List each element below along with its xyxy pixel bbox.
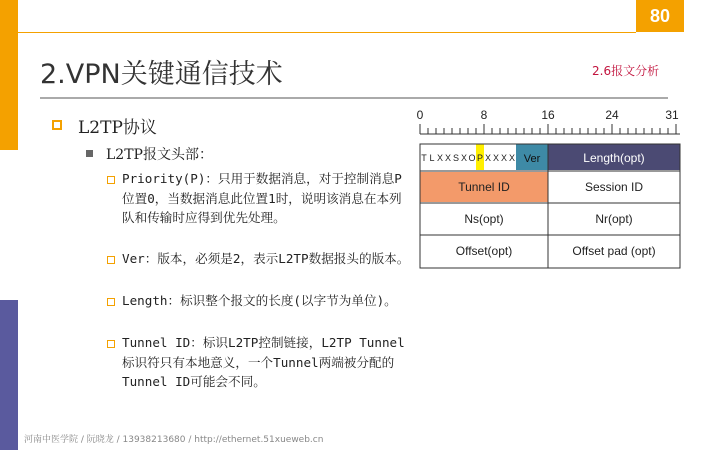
top-rule	[18, 32, 636, 33]
bullet-level1: L2TP协议	[78, 118, 157, 138]
footer-text: 河南中医学院 / 阮晓龙 / 13938213680 / http://ethernet.51xueweb.cn	[24, 435, 324, 445]
bit-flags	[421, 153, 515, 163]
section-tag: 2.6报文分析	[592, 64, 660, 78]
offset-pad-label: Offset pad (opt)	[572, 244, 656, 258]
session-id-label: Session ID	[584, 180, 644, 194]
ns-label: Ns(opt)	[464, 212, 504, 226]
bullet-priority: Priority(P)：只用于数据消息，对于控制消息P位置0，当数据消息此位置1时，说明该消息在本列队和传输时应得到优先处理。	[122, 171, 402, 225]
bit-flag-x: X	[508, 153, 516, 163]
ruler-label-31: 31	[665, 108, 679, 122]
nr-label: Nr(opt)	[595, 212, 633, 226]
page-number: 80	[636, 0, 684, 32]
bit-flag-t: T	[421, 153, 427, 163]
bit-flag-l: L	[429, 153, 435, 163]
l2tp-header-diagram	[410, 104, 690, 270]
left-accent-bar-white	[0, 150, 18, 300]
bullet-ver: Ver：版本，必须是2，表示L2TP数据报头的版本。	[122, 251, 410, 266]
bit-flag-x: X	[460, 153, 468, 163]
bullet-tunnel-id: Tunnel ID：标识L2TP控制链接，L2TP Tunnel标识符只有本地意义，一个Tunnel两端被分配的Tunnel ID可能会不同。	[122, 335, 405, 389]
bullet-box-icon	[52, 120, 62, 130]
ruler-label-16: 16	[541, 108, 555, 122]
bullet-box-icon	[107, 256, 115, 264]
bit-flag-x: X	[444, 153, 452, 163]
bit-flag-x: X	[484, 153, 492, 163]
bullet-level2: L2TP报文头部：	[106, 147, 213, 163]
bullet-box-icon	[107, 340, 115, 348]
left-accent-bar-orange	[0, 0, 18, 150]
bit-flag-x: X	[500, 153, 508, 163]
bullet-square-icon	[86, 150, 93, 157]
offset-label: Offset(opt)	[455, 244, 513, 258]
ruler-label-8: 8	[480, 108, 488, 122]
title-divider	[40, 97, 668, 99]
ruler-label-0: 0	[416, 108, 424, 122]
bit-flag-x: X	[436, 153, 444, 163]
bit-flag-s: S	[452, 153, 460, 163]
bit-flag-x: X	[492, 153, 500, 163]
bullet-box-icon	[107, 176, 115, 184]
bullet-box-icon	[107, 298, 115, 306]
ruler-label-24: 24	[605, 108, 619, 122]
bit-flag-p: P	[476, 153, 484, 163]
ver-label: Ver	[523, 153, 541, 165]
tunnel-id-label: Tunnel ID	[458, 180, 510, 194]
bit-flag-o: O	[468, 153, 476, 163]
left-accent-bar-purple	[0, 300, 18, 450]
bullet-length: Length：标识整个报文的长度(以字节为单位)。	[122, 293, 397, 308]
bit-ruler	[420, 124, 680, 134]
slide-title: 2.VPN关键通信技术	[40, 59, 283, 90]
length-label: Length(opt)	[583, 151, 645, 165]
